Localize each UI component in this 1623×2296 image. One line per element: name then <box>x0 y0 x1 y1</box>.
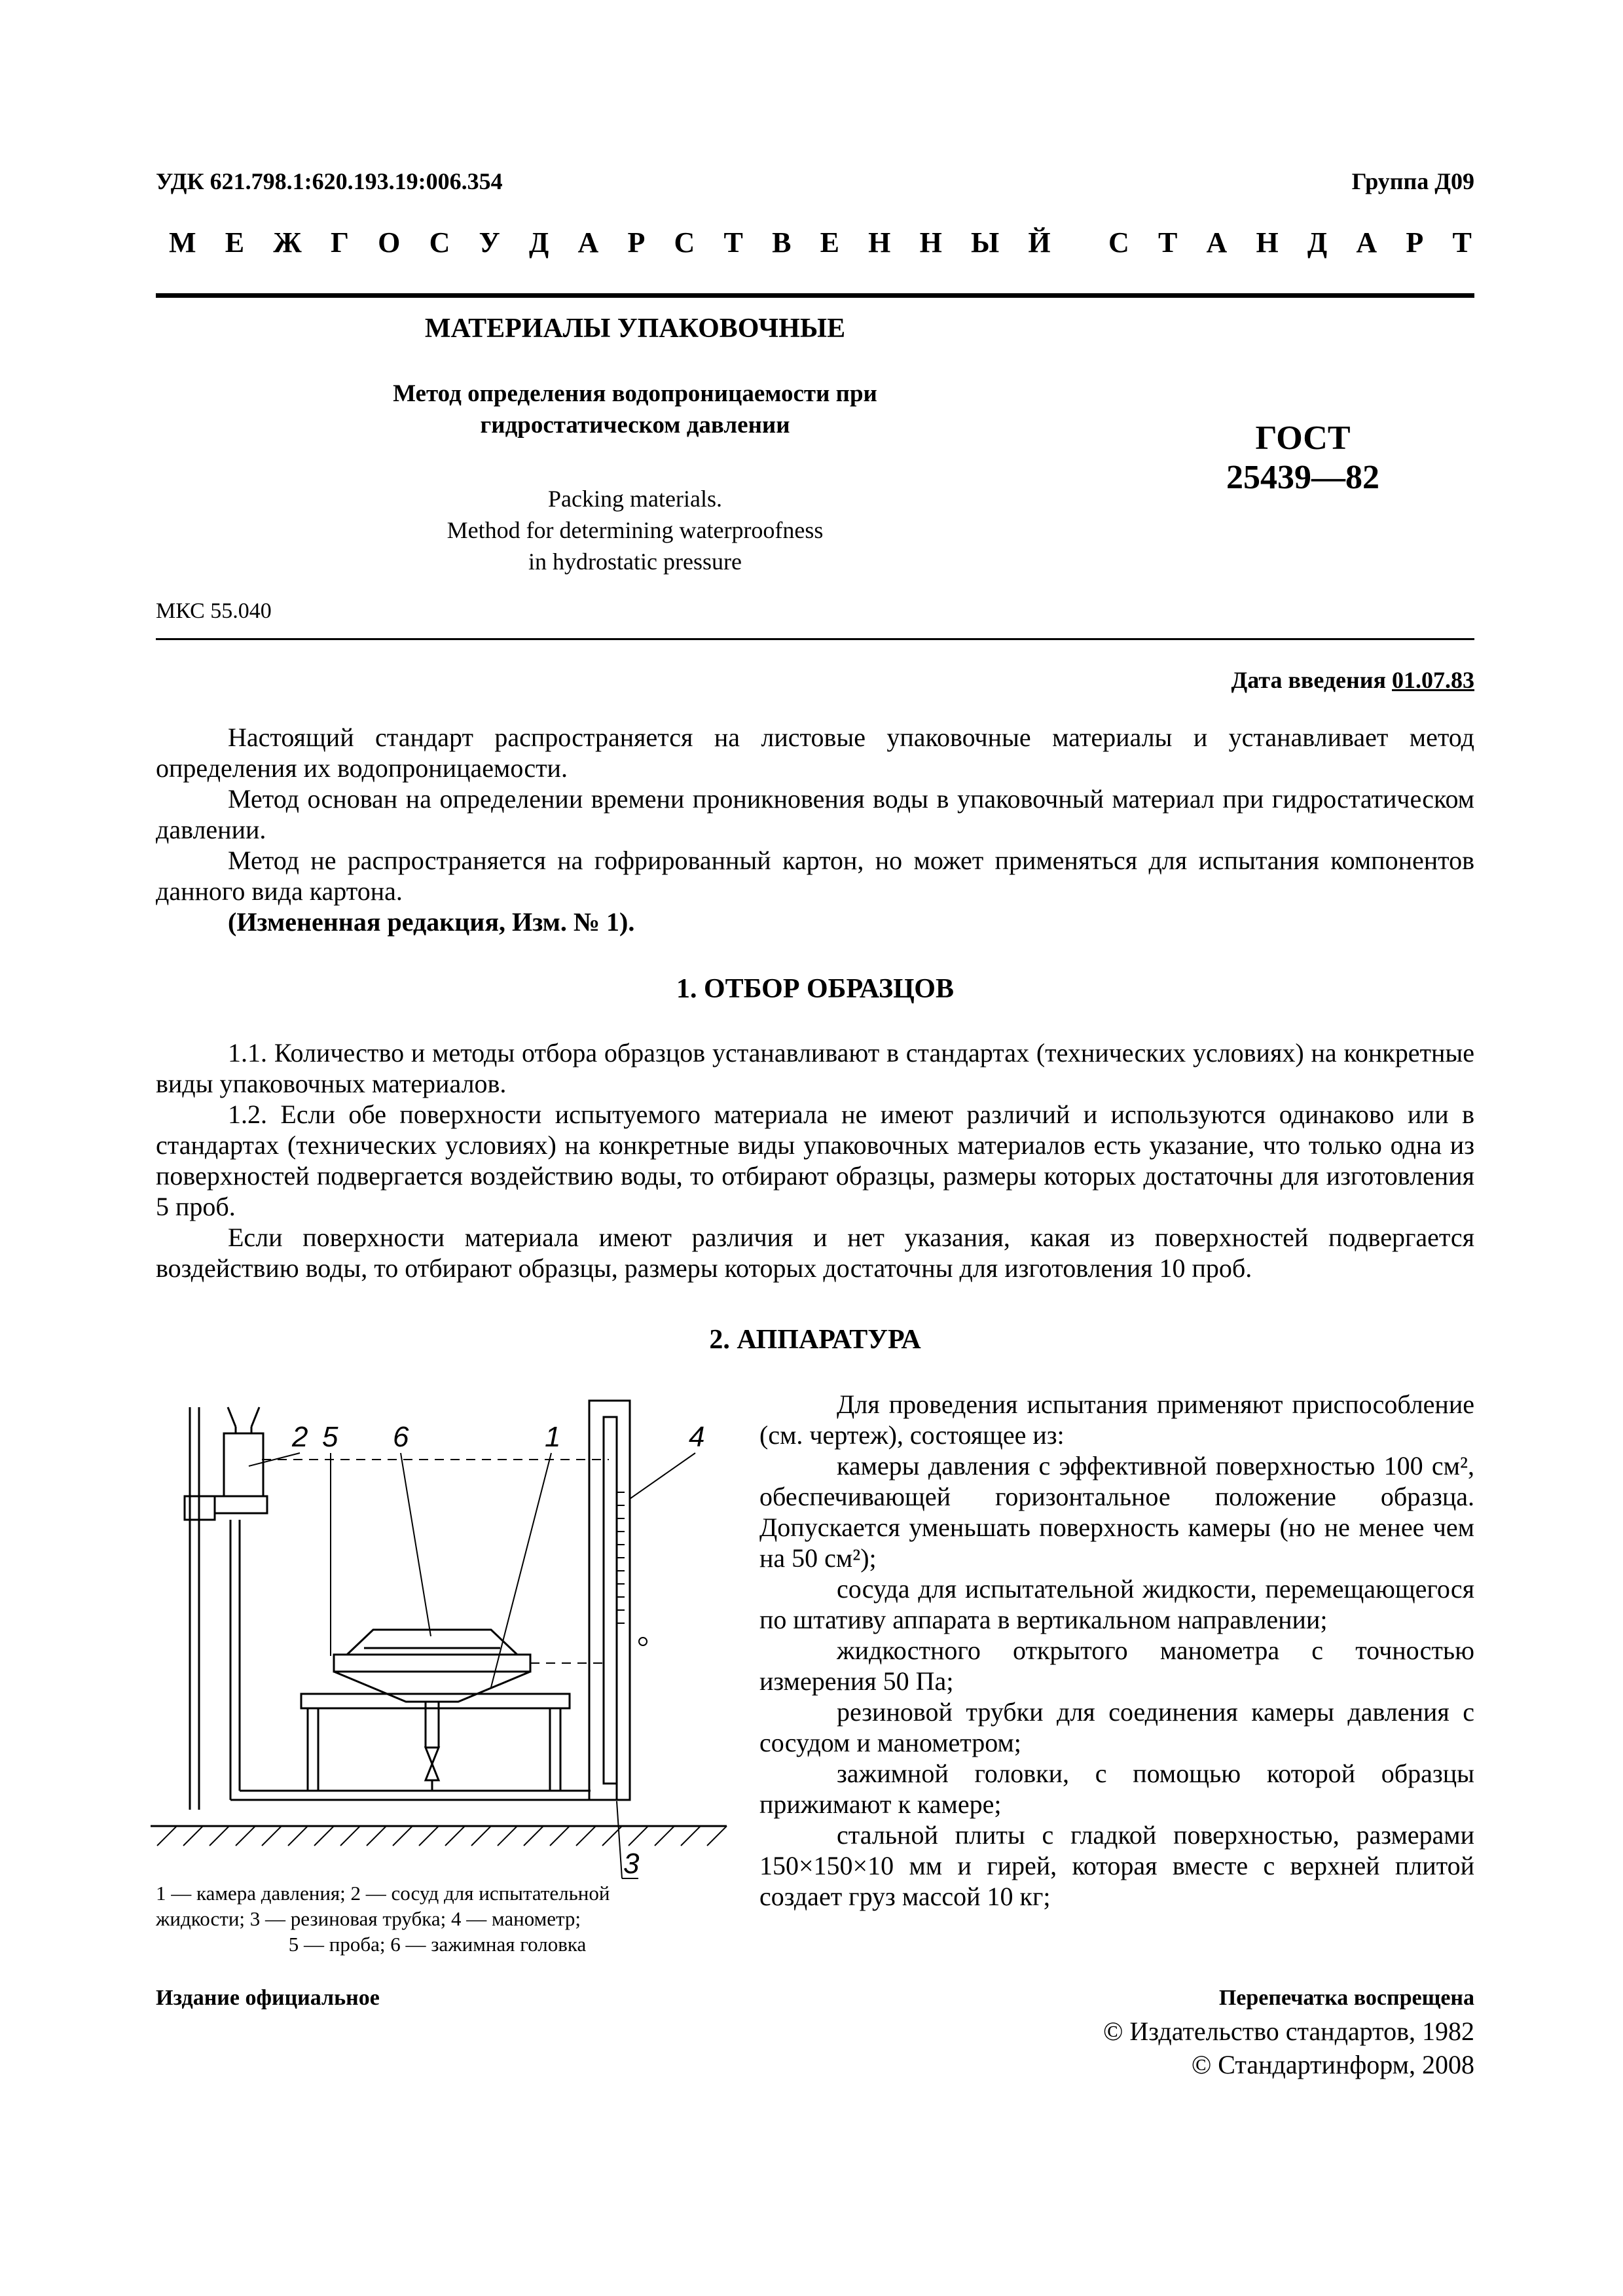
heading-letter: Т <box>723 226 743 259</box>
subtitle-line: Метод определения водопроницаемости при <box>393 380 877 407</box>
heading-letter: У <box>479 226 500 259</box>
heading-letter: Г <box>330 226 349 259</box>
label-rubber-tube: 3 <box>623 1848 640 1880</box>
heading-letter: Н <box>868 226 891 259</box>
heading-letter: Ж <box>273 226 302 259</box>
heading-letter: С <box>1108 226 1129 259</box>
section-1-paragraph: 1.2. Если обе поверхности испытуемого материала не имеют различий и используются одинаково или в стандартах (технических условиях) на конкретные виды упаковочных материалов есть указание, что только одна из поверхностей подвергается воздействию воды, то отбирают образцы, размеры которых достаточны для изготовления 5 проб. <box>156 1100 1474 1221</box>
english-title-line: Packing materials. <box>548 486 722 512</box>
label-vessel: 2 <box>292 1421 308 1453</box>
caption-line: 5 — проба; 6 — зажимная головка <box>288 1933 587 1956</box>
heading-letter: С <box>429 226 450 259</box>
effective-date <box>1231 666 1475 694</box>
heading-letter: Е <box>820 226 839 259</box>
section-2-title: 2. АППАРАТУРА <box>709 1325 921 1355</box>
apparatus-item: зажимной головки, с помощью которой образцы прижимают к камере; <box>759 1759 1474 1819</box>
intro-text <box>156 722 1474 937</box>
english-title-line: in hydrostatic pressure <box>528 548 742 575</box>
intro-paragraph: Метод не распространяется на гофрированный картон, но может применяться для испытания компонентов данного вида картона. <box>156 846 1474 906</box>
header-divider <box>156 293 1474 298</box>
subtitle-line: гидростатическом давлении <box>480 412 790 439</box>
copyright-2008: © Стандартинформ, 2008 <box>1191 2050 1474 2079</box>
heading-letter: С <box>674 226 695 259</box>
title-divider <box>156 638 1474 640</box>
section-1-text <box>156 1037 1474 1283</box>
heading-letter: В <box>772 226 792 259</box>
heading-letter: Д <box>1307 226 1328 259</box>
apparatus-item: резиновой трубки для соединения камеры давления с сосудом и манометром; <box>759 1697 1474 1757</box>
official-edition: Издание официальное <box>156 1986 380 2010</box>
heading-letter: О <box>378 226 401 259</box>
heading-letter: Т <box>1158 226 1178 259</box>
caption-line: 1 — камера давления; 2 — сосуд для испытательной <box>156 1882 610 1905</box>
heading-letter: Т <box>1452 226 1472 259</box>
interstate-standard-heading <box>169 226 1472 259</box>
heading-letter: М <box>169 226 196 259</box>
apparatus-item: сосуда для испытательной жидкости, перемещающегося по штативу аппарата в вертикальном направлении; <box>759 1574 1474 1634</box>
heading-letter: Д <box>529 226 549 259</box>
section-1-paragraph: 1.1. Количество и методы отбора образцов устанавливают в стандартах (технических условиях) на конкретные виды упаковочных материалов. <box>156 1038 1474 1098</box>
apparatus-item: стальной плиты с гладкой поверхностью, размерами 150×150×10 мм и гирей, которая вместе с верхней плитой создает груз массой 10 кг; <box>759 1820 1474 1911</box>
english-title <box>340 483 930 577</box>
heading-letter: Е <box>225 226 245 259</box>
heading-letter: А <box>577 226 599 259</box>
apparatus-item: камеры давления с эффективной поверхностью 100 см², обеспечивающей горизонтальное положение образца. Допускается уменьшать поверхность камеры (но не менее чем на 50 см²); <box>759 1451 1474 1573</box>
document-subtitle <box>340 378 930 441</box>
intro-paragraph: Настоящий стандарт распространяется на листовые упаковочные материалы и устанавливает метод определения их водопроницаемости. <box>156 723 1474 783</box>
copyright-1982: © Издательство стандартов, 1982 <box>1103 2017 1474 2046</box>
caption-line: жидкости; 3 — резиновая трубка; 4 — манометр; <box>156 1907 581 1930</box>
heading-letter: Р <box>627 226 646 259</box>
english-title-line: Method for determining waterproofness <box>447 517 824 543</box>
label-sample: 5 <box>322 1421 338 1453</box>
udk-code: УДК 621.798.1:620.193.19:006.354 <box>156 168 503 194</box>
apparatus-item: жидкостного открытого манометра с точностью измерения 50 Па; <box>759 1636 1474 1696</box>
gost-code: 25439—82 <box>1226 459 1379 496</box>
intro-paragraph: Метод основан на определении времени проникновения воды в упаковочный материал при гидростатическом давлении. <box>156 784 1474 844</box>
heading-letter: А <box>1356 226 1377 259</box>
mks-code: МКС 55.040 <box>156 599 272 623</box>
figure-caption <box>156 1880 719 1957</box>
apparatus-drawing <box>151 1381 740 1885</box>
heading-letter: Н <box>1256 226 1279 259</box>
heading-letter: Н <box>919 226 942 259</box>
gost-label: ГОСТ <box>1255 420 1351 457</box>
label-manometer: 4 <box>689 1421 705 1453</box>
apparatus-item: Для проведения испытания применяют приспособление (см. чертеж), состоящее из: <box>759 1390 1474 1450</box>
group-code: Группа Д09 <box>1351 168 1474 194</box>
apparatus-list <box>759 1389 1474 1912</box>
label-clamp-head: 6 <box>393 1421 409 1453</box>
section-1-paragraph: Если поверхности материала имеют различия и нет указания, какая из поверхностей подвергается воздействию воды, то отбирают образцы, размеры которых достаточны для изготовления 10 проб. <box>156 1223 1474 1283</box>
reprint-prohibited: Перепечатка воспрещена <box>1218 1986 1474 2010</box>
heading-letter: А <box>1206 226 1228 259</box>
heading-letter: Й <box>1028 226 1051 259</box>
section-1-title: 1. ОТБОР ОБРАЗЦОВ <box>676 974 954 1004</box>
heading-letter: Р <box>1406 226 1424 259</box>
document-title: МАТЕРИАЛЫ УПАКОВОЧНЫЕ <box>424 314 846 344</box>
heading-letter: Ы <box>971 226 1000 259</box>
date-label: Дата введения <box>1231 667 1386 693</box>
date-value: 01.07.83 <box>1392 667 1474 693</box>
gost-number <box>1106 419 1499 497</box>
label-pressure-chamber: 1 <box>545 1421 561 1453</box>
amendment-note: (Измененная редакция, Изм. № 1). <box>228 907 635 937</box>
